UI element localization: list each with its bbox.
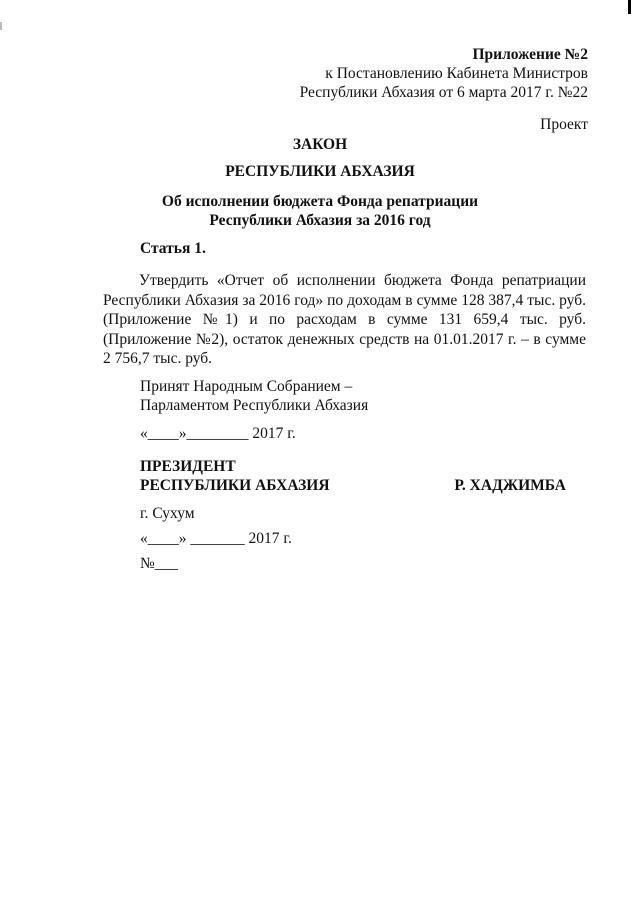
signature-date: «____» _______ 2017 г. [140, 530, 292, 547]
law-subject-line2: Республики Абхазия за 2016 год [209, 212, 431, 229]
scan-artifact [0, 22, 2, 30]
adoption-date: «____»________ 2017 г. [140, 425, 296, 442]
appendix-reference-line1: к Постановлению Кабинета Министров [325, 65, 588, 82]
law-number: №___ [140, 555, 179, 572]
adoption-line1: Принят Народным Собранием – [140, 378, 353, 395]
law-subject-line1: Об исполнении бюджета Фонда репатриации [161, 193, 479, 210]
president-title-line2: РЕСПУБЛИКИ АБХАЗИЯ [140, 477, 330, 494]
appendix-reference-line2: Республики Абхазия от 6 марта 2017 г. №22 [299, 84, 588, 101]
republic-title: РЕСПУБЛИКИ АБХАЗИЯ [225, 163, 415, 180]
scan-mark [628, 0, 631, 14]
city: г. Сухум [140, 505, 195, 522]
appendix-number: Приложение №2 [472, 46, 588, 63]
article-text: Утвердить «Отчет об исполнении бюджета Фонда репатриации Республики Абхазия за 2016 год» по доходам в сумме 128 387,4 тыс. руб. (Приложение №1) и по расходам в сумме 131 659,4 тыс. руб. (Приложение №2), остаток денежных средств на 01.01.2017 г. – в сумме 2 756,7 тыс. руб. [103, 272, 586, 367]
law-title: ЗАКОН [292, 136, 348, 153]
draft-label: Проект [540, 116, 588, 133]
president-name: Р. ХАДЖИМБА [454, 477, 566, 494]
article-heading: Статья 1. [140, 240, 206, 257]
president-title-line1: ПРЕЗИДЕНТ [140, 458, 236, 475]
adoption-line2: Парламентом Республики Абхазия [140, 397, 369, 414]
